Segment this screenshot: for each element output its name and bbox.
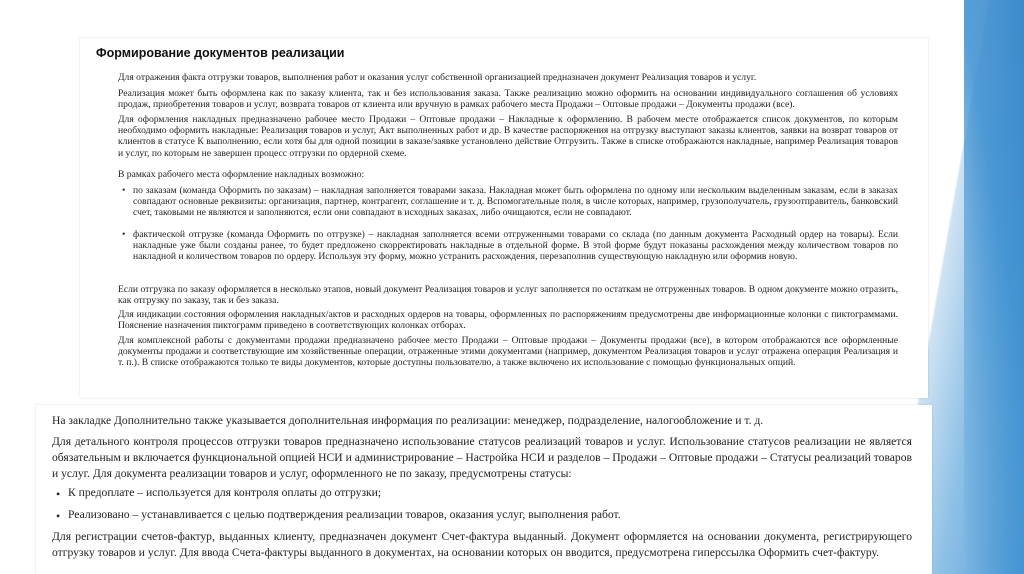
paragraph-stages: Если отгрузка по заказу оформляется в несколько этапов, новый документ Реализация товаров и услуг заполняется по остаткам не отгруженных товаров. В одном документе можно отразить, как отгрузку по заказу, так и без заказа. [118, 284, 898, 307]
paragraph-statuses: Для детального контроля процессов отгрузки товаров предназначено использование статусов реализаций товаров и услуг. Использование статусов реализации не является обязательным и включается функциональной опцией НСИ и администрирование – Настройка НСИ и разделов – Продажи – Оптовые продажи – Статусы реализаций товаров и услуг. Для документа реализации товаров и услуг, оформленного не по заказу, предусмотрены статусы: [52, 435, 912, 480]
bullet-realized: Реализовано – устанавливается с целью подтверждения реализации товаров, оказания услуг, выполнения работ. [68, 508, 621, 521]
paragraph-indication: Для индикации состояния оформления накладных/актов и расходных ордеров на товары, оформленных по распоряжениям предусмотрены две информационные колонки с пиктограммами. Пояснение назначения пиктограмм приведено в соответствующих колонках отборах. [118, 309, 898, 332]
paragraph-invoice-registration: Для регистрации счетов-фактур, выданных клиенту, предназначен документ Счет-фактура выданный. Документ оформляется на основании документа, регистрирующего отгрузку товаров и услуг. Для ввода Счета-фактуры выданного в документах, на основании которых он вводится, предусмотрена гиперссылка Оформить счет-фактуру. [52, 530, 912, 559]
bullet-prepayment: К предоплате – используется для контроля оплаты до отгрузки; [68, 486, 382, 499]
bullet-icon: • [122, 185, 126, 196]
paragraph-invoices: Для оформления накладных предназначено рабочее место Продажи – Оптовые продажи – Накладные к оформлению. В рабочем месте отображается список документов, по которым необходимо оформить накладные: Реализация товаров и услуг, Акт выполненных работ и др. В качестве распоряжения на отгрузку выступают заказы клиентов, заявки на возврат товаров от клиентов в статусе К выполнению, если хотя бы для одной позиции в заказе/заявке установлено действие Отгрузить. Также в списке отображаются накладные, например Реализация товаров и услуг, по которым не завершен процесс отгрузки по ордерной схеме. [118, 114, 898, 159]
bullet-icon: • [56, 509, 61, 523]
bullet-icon: • [122, 229, 126, 240]
bullet-by-orders: по заказам (команда Оформить по заказам) – накладная заполняется товарами заказа. Накладная может быть оформлена по одному или нескольким выделенным заказам, если в заказах совпадают основные реквизиты: организация, партнер, контрагент, соглашение и т. д. Вспомогательные поля, в числе которых, например, грузополучатель, грузоотправитель, банковский счет, таковыми не являются и заполняются, если они совпадают в исходных заказах, либо очищаются, если не совпадают. [133, 185, 898, 219]
document-page-bottom [36, 405, 932, 574]
paragraph-realization: Реализация может быть оформлена как по заказу клиента, так и без использования заказа. Также реализацию можно оформить на основании индивидуального соглашения об условиях продаж, приобретения товаров и услуг, возврата товаров от клиента или вручную в рамках рабочего места Продажи – Оптовые продажи – Документы продажи (все). [118, 88, 898, 111]
paragraph-additional-tab: На закладке Дополнительно также указывается дополнительная информация по реализации: менеджер, подразделение, налогообложение и т. д. [52, 414, 764, 427]
paragraph-complex-work: Для комплексной работы с документами продажи предназначено рабочее место Продажи – Оптовые продажи – Документы продажи (все), в котором отображаются все оформленные документы продажи и соответствующие им хозяйственные операции, отраженные этими документами (например, документом Реализация товаров и услуг отражена операция Реализация и т. п.). В списке отображаются только те виды документов, которые доступны пользователю, а также включено их использование с помощью функциональных опций. [118, 335, 898, 369]
paragraph-options-intro: В рамках рабочего места оформление накладных возможно: [118, 169, 365, 180]
decorative-blue-stripe-overlay [964, 0, 1024, 574]
page-title: Формирование документов реализации [96, 46, 345, 60]
document-page-top [80, 38, 928, 398]
paragraph-intro: Для отражения факта отгрузки товаров, выполнения работ и оказания услуг собственной организацией предназначен документ Реализация товаров и услуг. [118, 72, 757, 83]
bullet-icon: • [56, 487, 61, 501]
bullet-by-shipment: фактической отгрузке (команда Оформить по отгрузке) – накладная заполняется всеми отгруженными товарами со склада (по данным документа Расходный ордер на товары). Если накладные уже были созданы ранее, то будет предложено скорректировать накладные в отдельной форме. В этой форме будут показаны расхождения между количеством товаров по накладной и количеством товаров по ордеру. Используя эту форму, можно устранить расхождения, перезаполнив существующую накладную или оформив новую. [133, 229, 898, 263]
